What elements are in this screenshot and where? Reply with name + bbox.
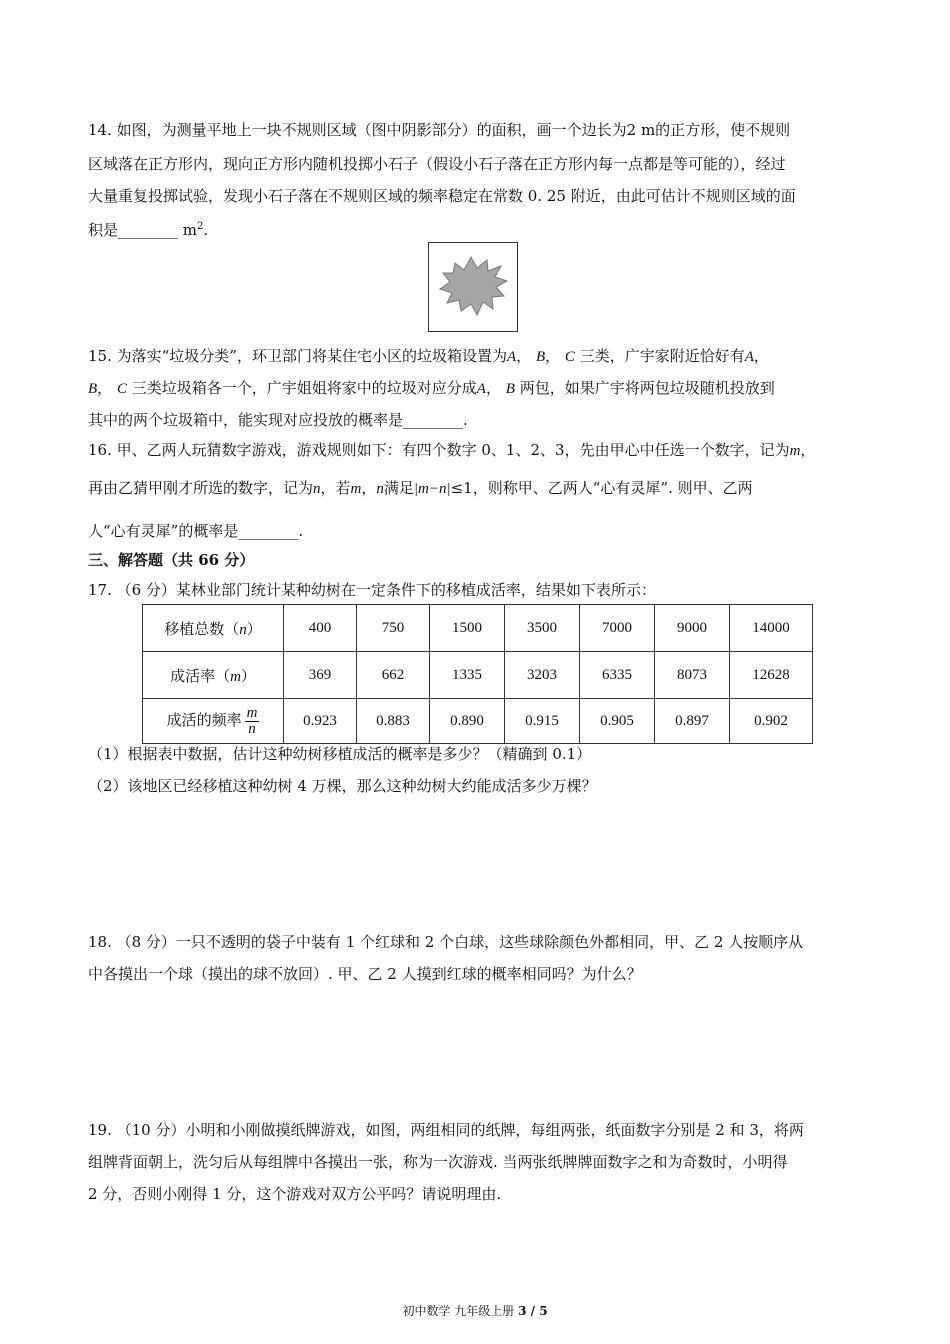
table-cell: 1335 bbox=[430, 652, 505, 699]
table-row bbox=[143, 652, 813, 699]
table-cell: 0.902 bbox=[730, 699, 813, 744]
table-row bbox=[143, 699, 813, 744]
q14-line-2: 区域落在正方形内，现向正方形内随机投掷小石子（假设小石子落在正方形内每一点都是等可能的），经过 bbox=[88, 155, 786, 173]
fraction-m-over-n: $\frac{m}{n}$ bbox=[246, 704, 258, 737]
table-cell: 9000 bbox=[655, 605, 730, 652]
table-cell: 8073 bbox=[655, 652, 730, 699]
q16-abs-expression: |m−n| bbox=[413, 481, 451, 497]
table-cell: 6335 bbox=[580, 652, 655, 699]
q14-square-figure bbox=[428, 242, 518, 332]
q17-sub-question-1: （1）根据表中数据，估计这种幼树移植成活的概率是多少？（精确到 0.1） bbox=[88, 745, 592, 763]
q15-line-1: 15. 为落实“垃圾分类”，环卫部门将某住宅小区的垃圾箱设置为A， B， C 三类，广宇家附近恰好有A， bbox=[88, 347, 769, 365]
table-cell: 7000 bbox=[580, 605, 655, 652]
page-number: 3 bbox=[518, 1304, 527, 1318]
table-cell: 12628 bbox=[730, 652, 813, 699]
q16-line-3: 人“心有灵犀”的概率是________. bbox=[88, 522, 304, 540]
q14-superscript: 2 bbox=[197, 221, 204, 232]
q14-answer-blank: 积是________ m bbox=[88, 221, 197, 239]
table-cell: 662 bbox=[357, 652, 430, 699]
table-cell: 400 bbox=[284, 605, 357, 652]
table-cell: 369 bbox=[284, 652, 357, 699]
q16-line-1: 16. 甲、乙两人玩猜数字游戏，游戏规则如下：有四个数字 0、1、2、3，先由甲心中任选一个数字，记为m， bbox=[88, 441, 816, 459]
table-cell: 3203 bbox=[505, 652, 580, 699]
q15-line-3: 其中的两个垃圾箱中，能实现对应投放的概率是________. bbox=[88, 411, 468, 429]
q14-line-1: 14. 如图，为测量平地上一块不规则区域（图中阴影部分）的面积，画一个边长为2 m的正方形，使不规则 bbox=[88, 121, 791, 139]
table-cell: 1500 bbox=[430, 605, 505, 652]
q19-line-2: 组牌背面朝上，洗匀后从每组牌中各摸出一张，称为一次游戏. 当两张纸牌牌面数字之和为奇数时，小明得 bbox=[88, 1153, 788, 1171]
footer-text: 初中数学 九年级上册 bbox=[402, 1304, 515, 1318]
section-heading: 三、解答题（共 66 分） bbox=[88, 551, 255, 569]
page-total: 5 bbox=[539, 1304, 548, 1318]
page-footer: 初中数学 九年级上册 3 / 5 bbox=[402, 1304, 548, 1318]
table-cell: 0.905 bbox=[580, 699, 655, 744]
table-cell: 3500 bbox=[505, 605, 580, 652]
q19-line-1: 19. （10 分）小明和小刚做摸纸牌游戏，如图，两组相同的纸牌，每组两张，纸面数字分别是 2 和 3，将两 bbox=[88, 1121, 804, 1139]
q14-line-3: 大量重复投掷试验，发现小石子落在不规则区域的频率稳定在常数 0. 25 附近，由此可估计不规则区域的面 bbox=[88, 187, 796, 205]
q18-line-1: 18. （8 分）一只不透明的袋子中装有 1 个红球和 2 个白球，这些球除颜色外都相同，甲、乙 2 人按顺序从 bbox=[88, 933, 804, 951]
q16-line-2: 再由乙猜甲刚才所选的数字，记为n，若m，n满足|m−n|≤1，则称甲、乙两人“心有灵犀”. 则甲、乙两 bbox=[88, 479, 753, 497]
irregular-region-shape bbox=[429, 243, 517, 331]
table-cell: 0.915 bbox=[505, 699, 580, 744]
q14-line-4 bbox=[88, 217, 208, 240]
table-cell: 0.897 bbox=[655, 699, 730, 744]
q17-sub-question-2: （2）该地区已经移植这种幼树 4 万棵，那么这种幼树大约能成活多少万棵？ bbox=[88, 777, 597, 795]
q17-intro: 17. （6 分）某林业部门统计某种幼树在一定条件下的移植成活率，结果如下表所示： bbox=[88, 581, 656, 599]
table-cell: 750 bbox=[357, 605, 430, 652]
table-cell: 14000 bbox=[730, 605, 813, 652]
table-cell: 0.923 bbox=[284, 699, 357, 744]
q14-period: . bbox=[203, 221, 209, 239]
table-row bbox=[143, 605, 813, 652]
table-cell: 0.890 bbox=[430, 699, 505, 744]
table-header-cell: 成活的频率 $\frac{m}{n}$ bbox=[143, 699, 284, 744]
q15-line-2: B， C 三类垃圾箱各一个，广宇姐姐将家中的垃圾对应分成A， B 两包，如果广宇将两包垃圾随机投放到 bbox=[88, 379, 775, 397]
table-header-cell: 移植总数（n） bbox=[143, 605, 284, 652]
q19-line-3: 2 分，否则小刚得 1 分，这个游戏对双方公平吗？请说明理由. bbox=[88, 1185, 502, 1203]
table-header-cell: 成活率（m） bbox=[143, 652, 284, 699]
q17-data-table bbox=[142, 604, 813, 744]
q18-line-2: 中各摸出一个球（摸出的球不放回）. 甲、乙 2 人摸到红球的概率相同吗？为什么？ bbox=[88, 965, 642, 983]
table-cell: 0.883 bbox=[357, 699, 430, 744]
